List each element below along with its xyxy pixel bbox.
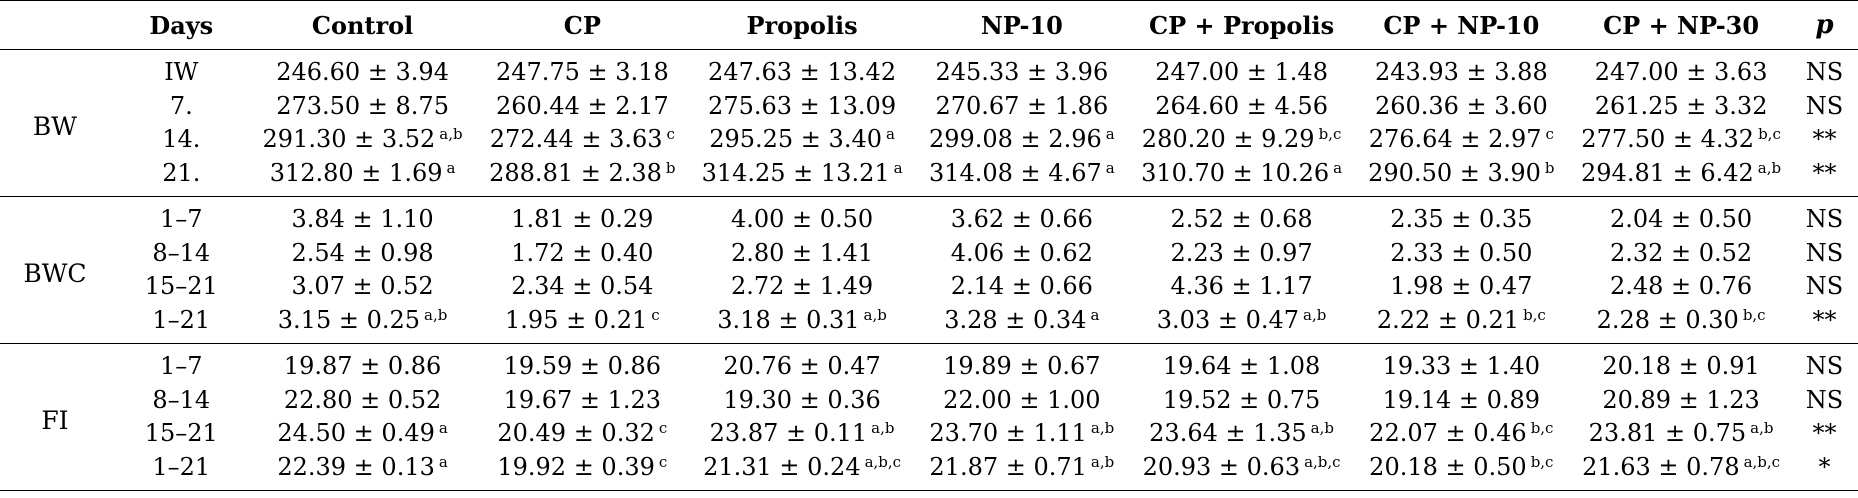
value-cell: [1571, 123, 1791, 157]
day-cell: IW: [164, 58, 199, 87]
significance-superscript: a: [438, 452, 448, 471]
value-cell: [1351, 304, 1571, 344]
day-cell: 8–14: [152, 385, 211, 414]
value-text: 21.31 ± 0.24: [703, 452, 861, 481]
p-cell: **: [1812, 158, 1837, 187]
value-cell: [253, 417, 473, 451]
value-text: 288.81 ± 2.38: [489, 158, 662, 187]
table-row: [0, 197, 1858, 237]
value-cell: [912, 197, 1132, 237]
value-cell: [692, 451, 912, 491]
p-cell: NS: [1805, 272, 1844, 301]
value-cell: [1132, 304, 1352, 344]
header-group: [0, 1, 110, 50]
value-text: 276.64 ± 2.97: [1368, 125, 1542, 154]
value-cell: [472, 197, 692, 237]
value-cell: [253, 270, 473, 304]
value-cell: [692, 50, 912, 90]
value-text: 23.64 ± 1.35: [1149, 419, 1307, 448]
header-np-10: NP-10: [912, 1, 1132, 50]
day-cell: 8–14: [152, 238, 211, 267]
value-text: 4.06 ± 0.62: [950, 238, 1093, 267]
value-text: 23.81 ± 0.75: [1588, 419, 1747, 448]
value-cell: [692, 197, 912, 237]
value-text: 2.35 ± 0.35: [1390, 205, 1533, 234]
value-cell: [472, 157, 692, 197]
value-text: 23.87 ± 0.11: [709, 419, 868, 448]
p-cell: *: [1818, 452, 1831, 481]
value-cell: [912, 50, 1132, 90]
value-text: 19.14 ± 0.89: [1382, 385, 1541, 414]
value-cell: [1351, 270, 1571, 304]
value-cell: [692, 157, 912, 197]
value-cell: [1351, 123, 1571, 157]
value-text: 270.67 ± 1.86: [935, 91, 1109, 120]
value-text: 247.63 ± 13.42: [708, 58, 897, 87]
significance-superscript: a: [893, 158, 903, 177]
value-cell: [1571, 90, 1791, 124]
value-text: 245.33 ± 3.96: [935, 58, 1109, 87]
value-text: 20.93 ± 0.63: [1142, 452, 1301, 481]
value-cell: [1351, 90, 1571, 124]
table-row: [0, 237, 1858, 271]
value-cell: [692, 384, 912, 418]
p-cell: NS: [1805, 58, 1844, 87]
value-cell: [1571, 237, 1791, 271]
significance-superscript: a,b: [439, 125, 463, 143]
value-text: 2.23 ± 0.97: [1170, 238, 1313, 267]
significance-superscript: a,b: [863, 305, 887, 324]
value-text: 1.81 ± 0.29: [511, 205, 654, 234]
value-text: 314.25 ± 13.21: [701, 158, 890, 187]
value-cell: [912, 304, 1132, 344]
p-cell: NS: [1805, 205, 1844, 234]
value-cell: [472, 304, 692, 344]
value-cell: [253, 344, 473, 384]
group-2: [0, 344, 1858, 491]
value-text: 23.70 ± 1.11: [929, 419, 1087, 448]
value-text: 19.64 ± 1.08: [1162, 352, 1321, 381]
value-text: 1.72 ± 0.40: [511, 238, 654, 267]
value-cell: [1351, 384, 1571, 418]
value-cell: [253, 123, 473, 157]
value-cell: [1571, 157, 1791, 197]
value-text: 22.00 ± 1.00: [943, 385, 1101, 414]
day-cell: 14.: [162, 125, 201, 154]
value-text: 2.72 ± 1.49: [730, 272, 874, 301]
day-cell: 1–21: [152, 305, 211, 334]
value-text: 20.76 ± 0.47: [723, 352, 881, 381]
value-cell: [912, 270, 1132, 304]
significance-superscript: a,b: [871, 419, 895, 437]
value-cell: [912, 157, 1132, 197]
significance-superscript: a,b,c: [1743, 452, 1781, 471]
value-text: 2.28 ± 0.30: [1596, 305, 1739, 334]
value-text: 2.22 ± 0.21: [1376, 305, 1520, 334]
value-cell: [1132, 451, 1352, 491]
value-cell: [692, 270, 912, 304]
value-cell: [1571, 270, 1791, 304]
value-cell: [1351, 50, 1571, 90]
value-text: 280.20 ± 9.29: [1141, 125, 1315, 154]
value-text: 260.44 ± 2.17: [495, 91, 669, 120]
significance-superscript: b: [665, 158, 676, 177]
value-cell: [1571, 344, 1791, 384]
value-text: 20.49 ± 0.32: [497, 419, 655, 448]
p-cell: **: [1812, 305, 1837, 334]
value-text: 3.15 ± 0.25: [277, 305, 421, 334]
value-text: 24.50 ± 0.49: [277, 419, 435, 448]
p-cell: **: [1812, 419, 1837, 448]
significance-superscript: b,c: [1530, 419, 1554, 437]
value-cell: [1132, 417, 1352, 451]
value-text: 3.62 ± 0.66: [950, 205, 1093, 234]
value-text: 3.28 ± 0.34: [944, 305, 1087, 334]
value-cell: [472, 237, 692, 271]
day-cell: 1–21: [152, 452, 211, 481]
significance-superscript: c: [658, 452, 668, 471]
value-cell: [1351, 417, 1571, 451]
significance-superscript: a,b: [1090, 452, 1115, 471]
value-text: 3.18 ± 0.31: [717, 305, 860, 334]
value-cell: [472, 90, 692, 124]
value-cell: [912, 237, 1132, 271]
value-cell: [253, 304, 473, 344]
day-cell: 7.: [169, 91, 193, 120]
table-row: [0, 157, 1858, 197]
value-text: 277.50 ± 4.32: [1581, 125, 1755, 154]
significance-superscript: a,b,c: [1304, 452, 1341, 471]
value-text: 295.25 ± 3.40: [709, 125, 882, 154]
value-cell: [1351, 344, 1571, 384]
group-label: BWC: [23, 258, 87, 288]
value-text: 290.50 ± 3.90: [1368, 158, 1541, 187]
value-text: 273.50 ± 8.75: [276, 91, 449, 120]
value-text: 19.30 ± 0.36: [723, 385, 881, 414]
value-text: 19.87 ± 0.86: [283, 352, 442, 381]
significance-superscript: b,c: [1318, 125, 1342, 143]
value-cell: [472, 123, 692, 157]
value-cell: [1351, 451, 1571, 491]
significance-superscript: b,c: [1742, 305, 1766, 324]
value-text: 299.08 ± 2.96: [928, 125, 1102, 154]
value-text: 275.63 ± 13.09: [708, 91, 897, 120]
significance-superscript: c: [658, 419, 668, 437]
value-cell: [1571, 197, 1791, 237]
value-text: 22.39 ± 0.13: [277, 452, 435, 481]
value-cell: [1132, 123, 1352, 157]
table-row: [0, 417, 1858, 451]
value-cell: [692, 344, 912, 384]
value-cell: [912, 451, 1132, 491]
value-cell: [1132, 270, 1352, 304]
significance-superscript: a: [446, 158, 456, 177]
value-cell: [1132, 197, 1352, 237]
value-cell: [472, 270, 692, 304]
table-row: [0, 384, 1858, 418]
significance-superscript: b,c: [1523, 305, 1546, 324]
value-cell: [1132, 384, 1352, 418]
significance-superscript: a,b: [424, 305, 448, 324]
value-cell: [912, 344, 1132, 384]
significance-superscript: a: [885, 125, 895, 143]
value-text: 312.80 ± 1.69: [269, 158, 443, 187]
value-text: 314.08 ± 4.67: [928, 158, 1102, 187]
value-cell: [253, 384, 473, 418]
table-row: [0, 344, 1858, 384]
day-cell: 15–21: [144, 272, 218, 301]
value-text: 264.60 ± 4.56: [1155, 91, 1328, 120]
header-cp-np-30: CP + NP-30: [1571, 1, 1791, 50]
day-cell: 1–7: [160, 205, 203, 234]
value-cell: [253, 237, 473, 271]
p-cell: **: [1812, 125, 1837, 154]
value-cell: [253, 90, 473, 124]
value-text: 2.34 ± 0.54: [511, 272, 654, 301]
group-1: [0, 197, 1858, 344]
value-cell: [1132, 50, 1352, 90]
table-header: [0, 1, 1858, 50]
significance-superscript: b: [1544, 158, 1555, 177]
value-cell: [253, 157, 473, 197]
value-text: 2.32 ± 0.52: [1609, 238, 1753, 267]
day-cell: 1–7: [160, 352, 203, 381]
table-row: [0, 451, 1858, 491]
table-row: [0, 50, 1858, 90]
value-text: 3.07 ± 0.52: [291, 272, 434, 301]
significance-superscript: a,b: [1310, 419, 1334, 437]
value-text: 22.07 ± 0.46: [1369, 419, 1527, 448]
value-text: 2.14 ± 0.66: [950, 272, 1093, 301]
value-text: 1.98 ± 0.47: [1390, 272, 1533, 301]
p-cell: NS: [1805, 91, 1844, 120]
value-text: 19.89 ± 0.67: [943, 352, 1101, 381]
value-text: 19.59 ± 0.86: [503, 352, 662, 381]
value-cell: [1351, 237, 1571, 271]
value-text: 246.60 ± 3.94: [276, 58, 449, 87]
value-text: 294.81 ± 6.42: [1581, 158, 1754, 187]
value-cell: [1571, 417, 1791, 451]
value-text: 20.18 ± 0.50: [1369, 452, 1527, 481]
significance-superscript: b,c: [1530, 452, 1554, 471]
value-text: 3.03 ± 0.47: [1156, 305, 1300, 334]
value-text: 19.52 ± 0.75: [1162, 385, 1321, 414]
significance-superscript: a: [1105, 125, 1115, 143]
value-text: 19.33 ± 1.40: [1382, 352, 1541, 381]
value-text: 247.75 ± 3.18: [495, 58, 669, 87]
value-text: 243.93 ± 3.88: [1374, 58, 1548, 87]
significance-superscript: a: [1333, 158, 1343, 177]
value-cell: [1132, 237, 1352, 271]
value-cell: [1132, 157, 1352, 197]
value-cell: [472, 451, 692, 491]
value-cell: [692, 90, 912, 124]
p-cell: NS: [1805, 352, 1844, 381]
value-text: 2.33 ± 0.50: [1390, 238, 1533, 267]
significance-superscript: a: [438, 419, 448, 437]
significance-superscript: a,b: [1303, 305, 1327, 324]
value-text: 20.18 ± 0.91: [1602, 352, 1760, 381]
value-text: 19.92 ± 0.39: [497, 452, 655, 481]
value-cell: [1571, 384, 1791, 418]
value-text: 247.00 ± 1.48: [1155, 58, 1328, 87]
group-label: BW: [32, 111, 77, 141]
table-row: [0, 123, 1858, 157]
value-text: 21.63 ± 0.78: [1582, 452, 1740, 481]
value-cell: [912, 417, 1132, 451]
value-cell: [253, 451, 473, 491]
value-cell: [912, 384, 1132, 418]
header-row: [0, 1, 1858, 50]
header-days: Days: [110, 1, 253, 50]
value-cell: [1571, 50, 1791, 90]
value-cell: [472, 384, 692, 418]
p-cell: NS: [1805, 238, 1844, 267]
group-label: FI: [41, 405, 69, 435]
significance-superscript: c: [1545, 125, 1554, 143]
significance-superscript: a: [1090, 305, 1100, 324]
value-text: 1.95 ± 0.21: [505, 305, 648, 334]
value-cell: [472, 50, 692, 90]
value-cell: [253, 197, 473, 237]
significance-superscript: a,b: [1757, 158, 1782, 177]
value-text: 2.52 ± 0.68: [1170, 205, 1313, 234]
value-text: 2.54 ± 0.98: [291, 238, 434, 267]
value-text: 20.89 ± 1.23: [1602, 385, 1760, 414]
value-text: 2.80 ± 1.41: [730, 238, 874, 267]
value-cell: [253, 50, 473, 90]
value-text: 310.70 ± 10.26: [1141, 158, 1330, 187]
significance-superscript: a,b: [1750, 419, 1774, 437]
table-row: [0, 90, 1858, 124]
value-cell: [1571, 304, 1791, 344]
value-text: 247.00 ± 3.63: [1594, 58, 1768, 87]
value-cell: [1351, 157, 1571, 197]
value-text: 260.36 ± 3.60: [1374, 91, 1548, 120]
value-cell: [472, 417, 692, 451]
day-cell: 21.: [162, 158, 201, 187]
value-text: 291.30 ± 3.52: [262, 125, 436, 154]
value-text: 2.48 ± 0.76: [1609, 272, 1753, 301]
value-cell: [692, 417, 912, 451]
value-text: 4.00 ± 0.50: [730, 205, 874, 234]
value-text: 261.25 ± 3.32: [1594, 91, 1768, 120]
header-cp: CP: [472, 1, 692, 50]
value-cell: [1351, 197, 1571, 237]
significance-superscript: c: [666, 125, 675, 143]
value-text: 19.67 ± 1.23: [503, 385, 662, 414]
header-propolis: Propolis: [692, 1, 912, 50]
value-cell: [1132, 90, 1352, 124]
significance-superscript: c: [651, 305, 660, 324]
table-row: [0, 270, 1858, 304]
significance-superscript: a,b,c: [864, 452, 902, 471]
value-cell: [692, 237, 912, 271]
value-text: 22.80 ± 0.52: [283, 385, 442, 414]
header-cp-np-10: CP + NP-10: [1351, 1, 1571, 50]
p-cell: NS: [1805, 385, 1844, 414]
significance-superscript: a,b: [1090, 419, 1115, 437]
value-text: 272.44 ± 3.63: [489, 125, 663, 154]
group-0: [0, 50, 1858, 197]
value-text: 21.87 ± 0.71: [929, 452, 1087, 481]
value-cell: [692, 304, 912, 344]
header-p: p: [1791, 1, 1858, 50]
value-cell: [1571, 451, 1791, 491]
value-text: 2.04 ± 0.50: [1609, 205, 1753, 234]
header-control: Control: [253, 1, 473, 50]
value-text: 3.84 ± 1.10: [291, 205, 434, 234]
value-cell: [472, 344, 692, 384]
header-cp-propolis: CP + Propolis: [1132, 1, 1352, 50]
value-cell: [1132, 344, 1352, 384]
value-cell: [912, 123, 1132, 157]
value-cell: [912, 90, 1132, 124]
significance-superscript: a: [1105, 158, 1115, 177]
value-text: 4.36 ± 1.17: [1170, 272, 1313, 301]
table-row: [0, 304, 1858, 344]
significance-superscript: b,c: [1758, 125, 1781, 143]
value-cell: [692, 123, 912, 157]
day-cell: 15–21: [144, 419, 218, 448]
